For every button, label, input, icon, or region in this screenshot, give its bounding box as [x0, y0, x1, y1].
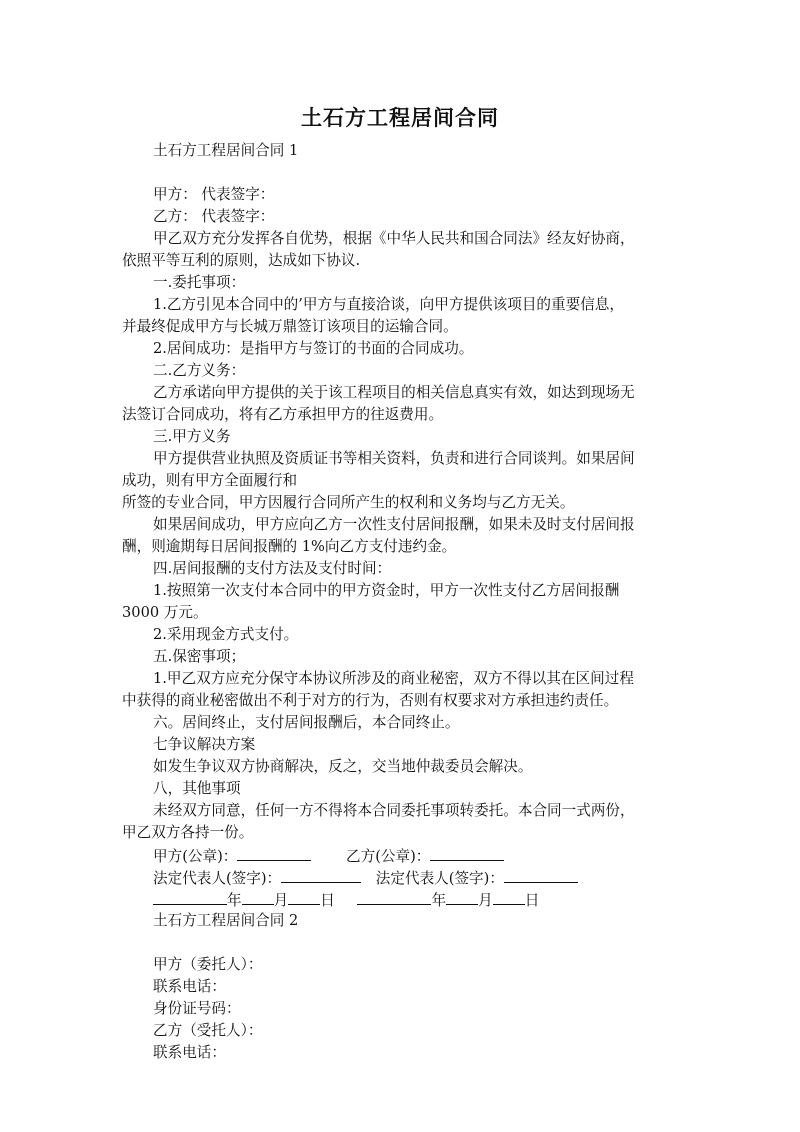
paragraph-line: 甲乙双方充分发挥各自优势，根据《中华人民共和国合同法》经友好协商， — [153, 230, 635, 247]
clause-heading: 四.居间报酬的支付方法及支付时间： — [153, 560, 392, 577]
clause-heading: 八，其他事项 — [153, 780, 241, 797]
clause-heading: 二.乙方义务： — [153, 362, 246, 379]
paragraph-line: 成功，则有甲方全面履行和 — [122, 472, 298, 489]
date-blank — [357, 888, 431, 905]
client-label: 甲方（委托人）： — [153, 956, 263, 973]
party-b-rep-label: 法定代表人(签字)： — [375, 870, 504, 887]
paragraph-line: 甲方提供营业执照及资质证书等相关资料，负责和进行合同谈判。如果居间 — [153, 450, 635, 467]
party-a-rep-label: 法定代表人(签字)： — [153, 870, 282, 887]
representative-row — [153, 866, 578, 890]
clause-heading: 六。居间终止，支付居间报酬后，本合同终止。 — [153, 714, 460, 731]
day-label: 日 — [524, 892, 540, 909]
paragraph-line: 未经双方同意，任何一方不得将本合同委托事项转委托。本合同一式两份， — [153, 802, 635, 819]
paragraph-line: 2.居间成功：是指甲方与签订的书面的合同成功。 — [153, 340, 474, 357]
paragraph-line: 法签订合同成功，将有乙方承担甲方的往返费用。 — [122, 406, 444, 423]
paragraph-line: 甲乙双方各持一份。 — [122, 824, 254, 841]
section-heading-2: 土石方工程居间合同 2 — [153, 912, 299, 929]
paragraph-line: 如果居间成功，甲方应向乙方一次性支付居间报酬，如果未及时支付居间报 — [153, 516, 635, 533]
date-blank — [446, 888, 478, 905]
paragraph-line: 2.采用现金方式支付。 — [153, 626, 299, 643]
section-heading-1: 土石方工程居间合同 1 — [153, 142, 299, 159]
month-label: 月 — [478, 892, 493, 909]
paragraph-line: 中获得的商业秘密做出不利于对方的行为，否则有权要求对方承担违约责任。 — [122, 692, 619, 709]
signature-blank — [281, 866, 361, 883]
date-blank — [153, 888, 227, 905]
party-a-seal-label: 甲方(公章)： — [153, 848, 238, 865]
date-row — [153, 888, 539, 912]
date-blank — [288, 888, 320, 905]
paragraph-line: 如发生争议双方协商解决，反之，交当地仲裁委员会解决。 — [153, 758, 533, 775]
date-blank — [493, 888, 525, 905]
signature-blank — [504, 866, 578, 883]
phone-label: 联系电话： — [153, 1044, 226, 1061]
clause-heading: 三.甲方义务 — [153, 428, 231, 445]
signature-blank — [430, 844, 504, 861]
signature-blank — [237, 844, 311, 861]
paragraph-line: 1.按照第一次支付本合同中的甲方资金时，甲方一次性支付乙方居间报酬 — [153, 582, 620, 599]
year-label: 年 — [431, 892, 447, 909]
paragraph-line: 酬，则逾期每日居间报酬的 1%向乙方支付违约金。 — [122, 538, 457, 555]
clause-heading: 七争议解决方案 — [153, 736, 256, 753]
agent-label: 乙方（受托人）： — [153, 1022, 263, 1039]
paragraph-line: 1.甲乙双方应充分保守本协议所涉及的商业秘密，双方不得以其在区间过程 — [153, 670, 634, 687]
paragraph-line: 1.乙方引见本合同中的’甲方与直接洽谈，向甲方提供该项目的重要信息， — [153, 296, 624, 313]
paragraph-line: 依照平等互利的原则，达成如下协议. — [122, 252, 361, 269]
paragraph-line: 并最终促成甲方与长城万鼎签订该项目的运输合同。 — [122, 318, 458, 335]
date-blank — [242, 888, 274, 905]
paragraph-line: 3000 万元。 — [122, 604, 208, 621]
paragraph-line: 乙方承诺向甲方提供的关于该工程项目的相关信息真实有效，如达到现场无 — [153, 384, 635, 401]
phone-label: 联系电话： — [153, 978, 226, 995]
day-label: 日 — [320, 892, 335, 909]
party-b-seal-label: 乙方(公章)： — [346, 848, 431, 865]
year-label: 年 — [227, 892, 242, 909]
party-a-line: 甲方： 代表签字： — [153, 186, 275, 203]
clause-heading: 五.保密事项； — [153, 648, 246, 665]
party-b-line: 乙方： 代表签字： — [153, 208, 275, 225]
id-number-label: 身份证号码： — [153, 1000, 241, 1017]
document-title: 土石方工程居间合同 — [301, 105, 499, 130]
month-label: 月 — [273, 892, 289, 909]
clause-heading: 一.委托事项： — [153, 274, 246, 291]
seal-row — [153, 844, 504, 868]
paragraph-line: 所签的专业合同，甲方因履行合同所产生的权利和义务均与乙方无关。 — [122, 494, 575, 511]
